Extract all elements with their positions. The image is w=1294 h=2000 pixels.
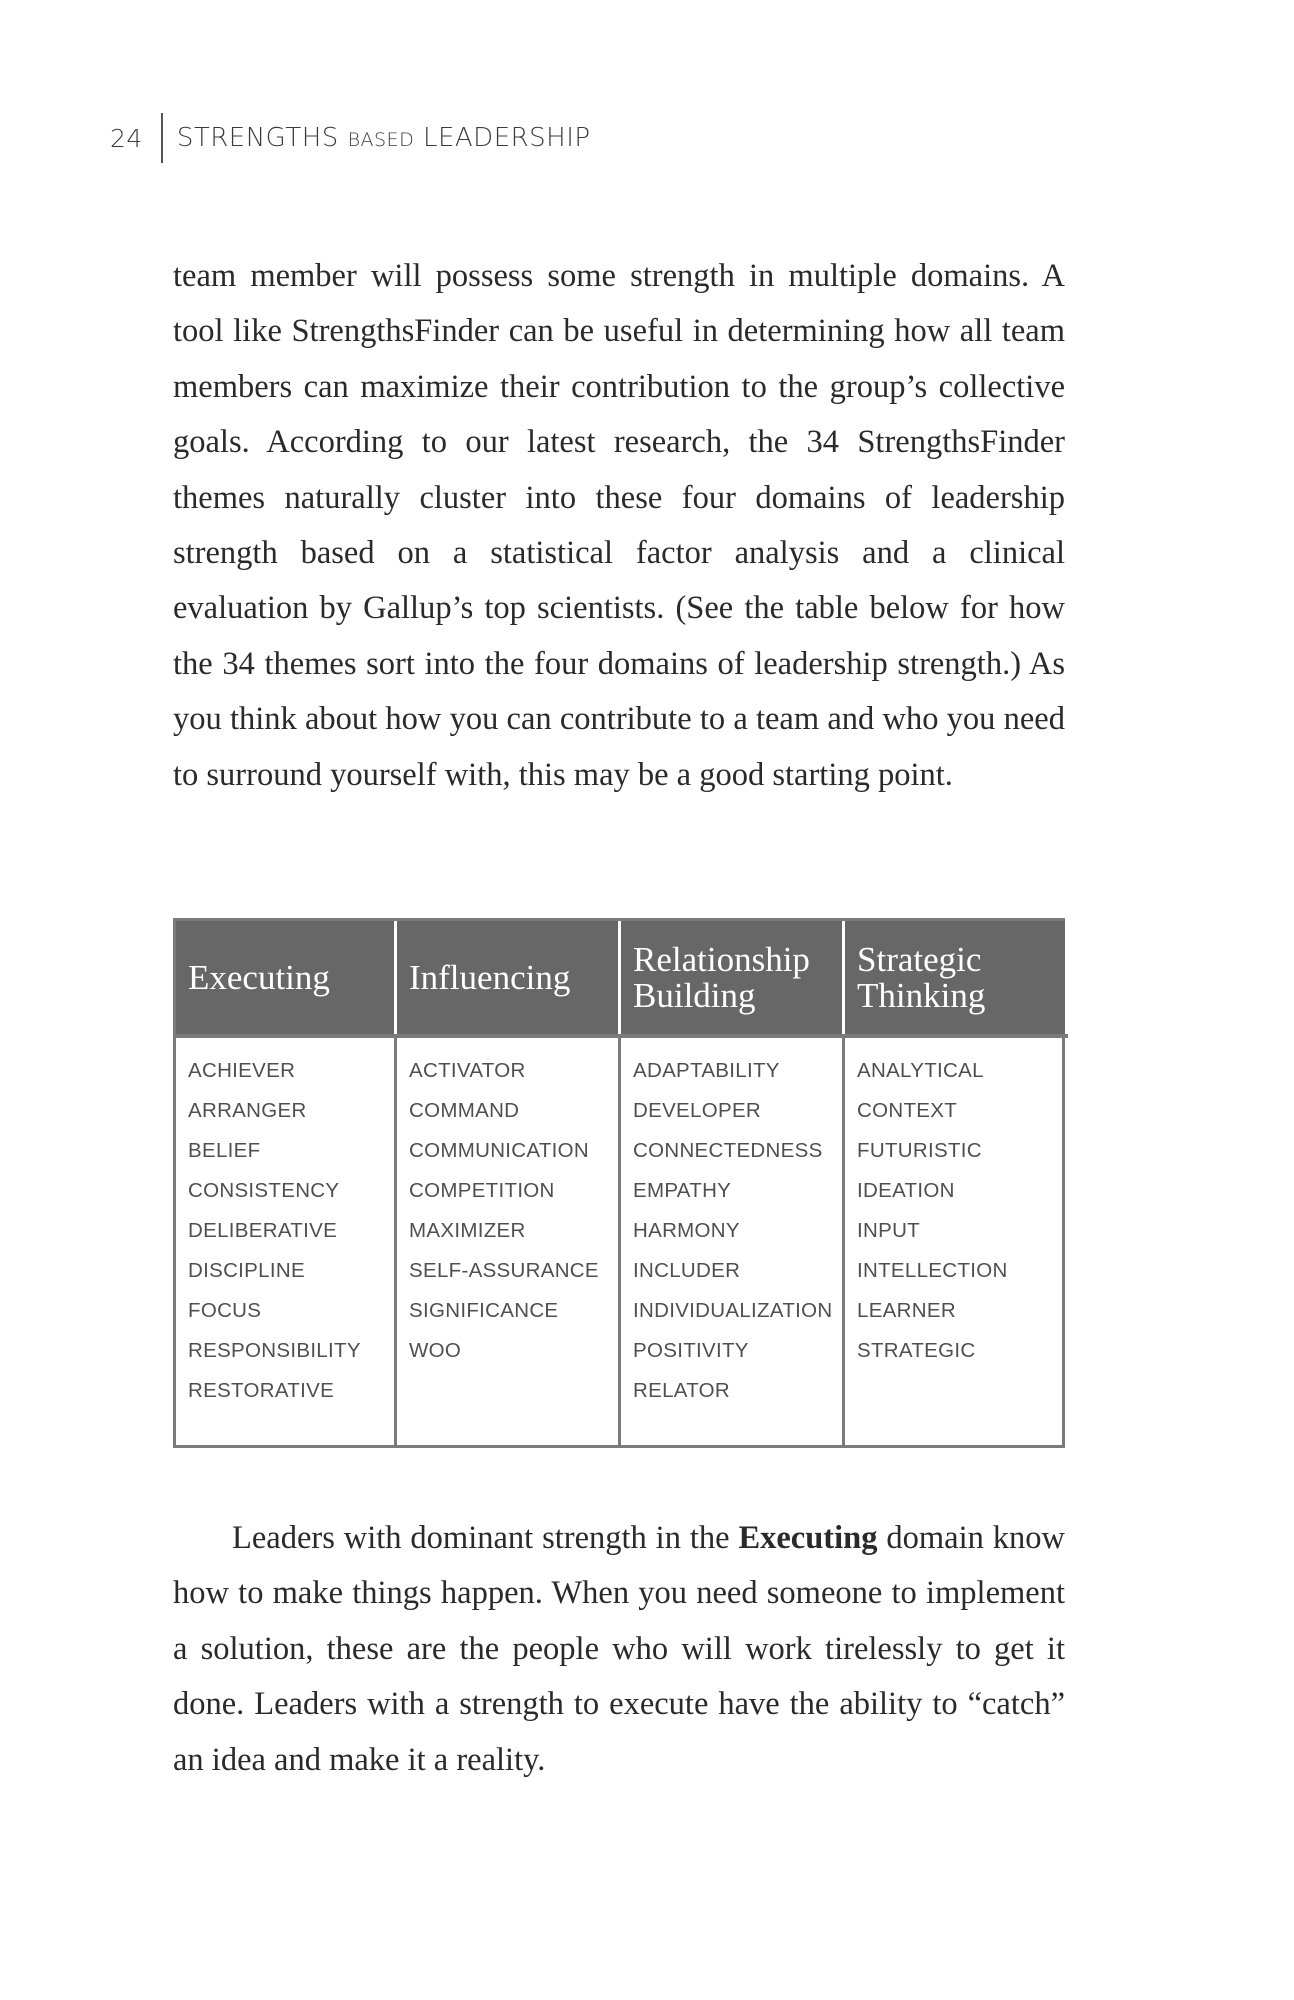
running-head — [110, 113, 591, 163]
theme-item: RELATOR — [633, 1379, 731, 1402]
theme-item: HARMONY — [633, 1219, 740, 1242]
theme-item: SIGNIFICANCE — [409, 1299, 559, 1322]
theme-list — [633, 1057, 842, 1417]
theme-item: RESTORATIVE — [188, 1379, 335, 1402]
book-title — [177, 123, 591, 153]
theme-item: STRATEGIC — [857, 1339, 976, 1362]
theme-list — [188, 1057, 394, 1417]
theme-item: WOO — [409, 1339, 462, 1362]
body-paragraph-intro: team member will possess some strength in multiple domains. A tool like StrengthsFinder can be useful in determining how all team members can maximize their contribution to the group’s collective goals. According to our latest research, the 34 StrengthsFinder themes naturally cluster into these four domains of leadership strength based on a statistical factor analysis and a clinical evaluation by Gallup’s top scientists. (See the table below for how the 34 themes sort into the four domains of leadership strength.) As you think about how you can contribute to a team and who you need to surround yourself with, this may be a good starting point. — [173, 258, 1065, 793]
theme-item: BELIEF — [188, 1139, 261, 1162]
theme-item: ANALYTICAL — [857, 1059, 984, 1082]
theme-item: EMPATHY — [633, 1179, 732, 1202]
theme-item: ADAPTABILITY — [633, 1059, 780, 1082]
theme-item: INCLUDER — [633, 1259, 741, 1282]
theme-item: COMMAND — [409, 1099, 520, 1122]
header-label: Influencing — [409, 957, 571, 997]
column-influencing — [397, 1034, 621, 1445]
page-number: 24 — [110, 123, 143, 153]
header-influencing — [397, 921, 621, 1034]
paragraph-text: Leaders with dominant strength in the — [232, 1520, 739, 1556]
column-strategic-thinking — [845, 1034, 1068, 1445]
header-label-line: Building — [633, 975, 756, 1015]
themes-table — [173, 918, 1065, 1448]
theme-item: MAXIMIZER — [409, 1219, 526, 1242]
header-relationship-building — [621, 921, 845, 1034]
theme-item: DEVELOPER — [633, 1099, 762, 1122]
book-title-part: LEADERSHIP — [414, 123, 591, 153]
header-label-line: Thinking — [857, 975, 986, 1015]
theme-item: SELF-ASSURANCE — [409, 1259, 599, 1282]
paragraph-text: domain know how to make things happen. When you need someone to implement a solution, these are the people who will work tirelessly to get it done. Leaders with a strength to execute have the ability to “catch” an idea and make it a reality. — [173, 1520, 1065, 1778]
header-label-line: Relationship — [633, 939, 810, 979]
body-paragraph-executing — [173, 1511, 1065, 1788]
theme-item: COMPETITION — [409, 1179, 555, 1202]
domain-term: Executing — [738, 1520, 878, 1556]
header-divider — [161, 113, 163, 163]
header-label — [857, 939, 986, 1015]
theme-item: POSITIVITY — [633, 1339, 749, 1362]
theme-item: IDEATION — [857, 1179, 955, 1202]
theme-list — [409, 1057, 618, 1377]
theme-item: COMMUNICATION — [409, 1139, 590, 1162]
theme-item: INPUT — [857, 1219, 920, 1242]
theme-item: FOCUS — [188, 1299, 262, 1322]
book-title-part: STRENGTHS — [176, 123, 348, 153]
theme-item: RESPONSIBILITY — [188, 1339, 361, 1362]
theme-item: DELIBERATIVE — [188, 1219, 338, 1242]
header-executing — [176, 921, 397, 1034]
theme-item: INTELLECTION — [857, 1259, 1008, 1282]
theme-item: LEARNER — [857, 1299, 956, 1322]
header-label — [633, 939, 810, 1015]
theme-item: ACHIEVER — [188, 1059, 296, 1082]
column-executing — [176, 1034, 397, 1445]
theme-item: CONTEXT — [857, 1099, 958, 1122]
theme-item: FUTURISTIC — [857, 1139, 982, 1162]
theme-item: ARRANGER — [188, 1099, 307, 1122]
column-relationship-building — [621, 1034, 845, 1445]
header-label-line: Strategic — [857, 939, 982, 979]
header-strategic-thinking — [845, 921, 1068, 1034]
theme-item: ACTIVATOR — [409, 1059, 526, 1082]
theme-item: CONNECTEDNESS — [633, 1139, 823, 1162]
theme-list — [857, 1057, 1068, 1377]
book-title-part: BASED — [347, 129, 415, 151]
theme-item: CONSISTENCY — [188, 1179, 340, 1202]
theme-item: INDIVIDUALIZATION — [633, 1299, 833, 1322]
theme-item: DISCIPLINE — [188, 1259, 305, 1282]
header-label: Executing — [188, 957, 330, 997]
